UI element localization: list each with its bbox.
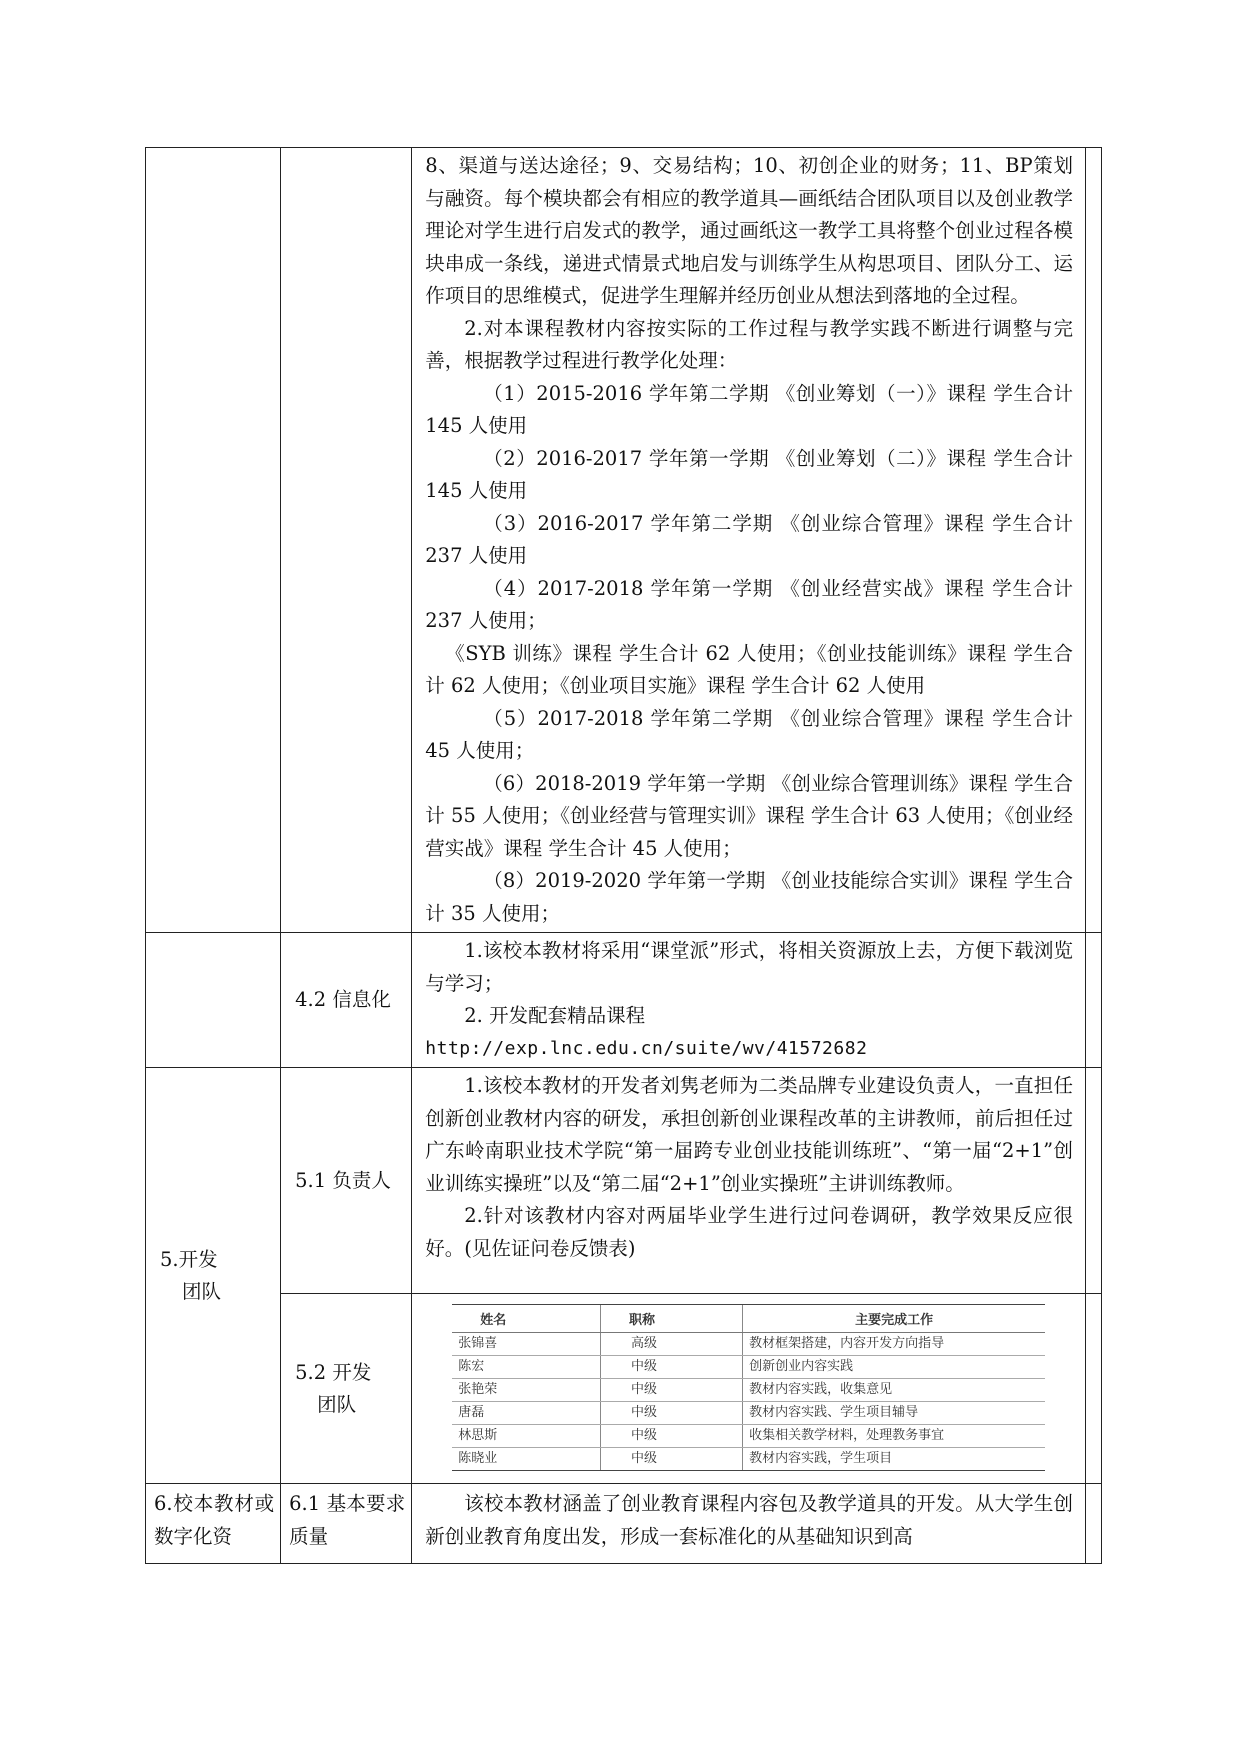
member-work: 创新创业内容实践 [743, 1356, 1045, 1379]
team-row [452, 1379, 1045, 1402]
member-title: 中级 [600, 1379, 742, 1402]
header-title: 职称 [600, 1305, 742, 1333]
member-name: 陈晓业 [452, 1448, 600, 1471]
content-cell [412, 933, 1086, 1068]
usage-item-2: （2）2016-2017 学年第一学期 《创业筹划（二）》课程 学生合计 145 人使用 [425, 446, 1073, 502]
member-name: 林思斯 [452, 1425, 600, 1448]
subcategory-label-5-1: 5.1 负责人 [295, 1168, 391, 1192]
content-cell [412, 1068, 1086, 1294]
edge-cell [1085, 1484, 1101, 1564]
application-form-table [145, 147, 1102, 1564]
team-table-image [412, 1294, 1085, 1483]
edge-cell [1085, 933, 1101, 1068]
category-cell-empty [146, 933, 281, 1068]
usage-item-4: （4）2017-2018 学年第一学期 《创业经营实战》课程 学生合计 237 人使用； [425, 576, 1073, 632]
team-row [452, 1425, 1045, 1448]
subcategory-label-4-2: 4.2 信息化 [295, 988, 391, 1011]
category-cell-6 [146, 1484, 281, 1564]
subcategory-cell [281, 1484, 412, 1564]
team-row [452, 1402, 1045, 1425]
member-title: 高级 [600, 1333, 742, 1356]
header-work: 主要完成工作 [743, 1305, 1045, 1333]
team-members-table [452, 1304, 1045, 1471]
leader-paragraph-1: 1.该校本教材的开发者刘隽老师为二类品牌专业建设负责人，一直担任创新创业教材内容的研发，承担创新创业课程改革的主讲教师，前后担任过广东岭南职业技术学院“第一届跨专业创业技能训练班”、“第一届“2+1”创业训练实操班”以及“第二届“2+1”创业实操班”主讲训练教师。 [425, 1074, 1073, 1195]
member-work: 教材内容实践，收集意见 [743, 1379, 1045, 1402]
subcategory-cell [281, 1068, 412, 1294]
member-name: 唐磊 [452, 1402, 600, 1425]
subcategory-cell [281, 933, 412, 1068]
member-title: 中级 [600, 1402, 742, 1425]
member-name: 张锦喜 [452, 1333, 600, 1356]
member-work: 教材内容实践、学生项目辅导 [743, 1402, 1045, 1425]
subcategory-label-5-2-line2: 团队 [317, 1392, 357, 1416]
row-quality [146, 1484, 1102, 1564]
team-row [452, 1356, 1045, 1379]
member-work: 教材框架搭建，内容开发方向指导 [743, 1333, 1045, 1356]
category-label-6: 6.校本教材或数字化资 [154, 1492, 275, 1548]
edge-cell [1085, 1294, 1101, 1484]
team-row [452, 1333, 1045, 1356]
row-team-leader [146, 1068, 1102, 1294]
usage-item-5: （5）2017-2018 学年第二学期 《创业综合管理》课程 学生合计 45 人使用； [425, 706, 1073, 762]
info-item-1: 1.该校本教材将采用“课堂派”形式，将相关资源放上去，方便下载浏览与学习； [425, 939, 1073, 995]
member-title: 中级 [600, 1356, 742, 1379]
member-title: 中级 [600, 1448, 742, 1471]
category-cell-empty [146, 148, 281, 933]
member-work: 教材内容实践，学生项目 [743, 1448, 1045, 1471]
edge-cell [1085, 1068, 1101, 1294]
edge-cell [1085, 148, 1101, 933]
paragraph-modules: 8、渠道与送达途径；9、交易结构；10、初创企业的财务；11、BP策划与融资。每个模块都会有相应的教学道具—画纸结合团队项目以及创业教学理论对学生进行启发式的教学，通过画纸这一教学工具将整个创业过程各模块串成一条线，递进式情景式地启发与训练学生从构思项目、团队分工、运作项目的思维模式，促进学生理解并经历创业从想法到落地的全过程。 [425, 154, 1073, 307]
subcategory-label-6-1: 6.1 基本要求质量 [289, 1492, 406, 1548]
usage-item-4b: 《SYB 训练》课程 学生合计 62 人使用；《创业技能训练》课程 学生合计 62 人使用；《创业项目实施》课程 学生合计 62 人使用 [425, 641, 1073, 697]
usage-item-1: （1）2015-2016 学年第二学期 《创业筹划（一）》课程 学生合计 145 人使用 [425, 381, 1073, 437]
content-cell [412, 1294, 1086, 1484]
leader-paragraph-2: 2.针对该教材内容对两届毕业学生进行过问卷调研，教学效果反应很好。(见佐证问卷反馈表) [425, 1204, 1073, 1260]
usage-item-3: （3）2016-2017 学年第二学期 《创业综合管理》课程 学生合计 237 人使用 [425, 511, 1073, 567]
member-name: 张艳荣 [452, 1379, 600, 1402]
content-cell [412, 1484, 1086, 1564]
team-header-row [452, 1305, 1045, 1333]
member-work: 收集相关教学材料，处理教务事宜 [743, 1425, 1045, 1448]
usage-item-6: （6）2018-2019 学年第一学期 《创业综合管理训练》课程 学生合计 55 人使用；《创业经营与管理实训》课程 学生合计 63 人使用；《创业经营实战》课程 学生合计 45 人使用； [425, 771, 1073, 860]
row-course-content-continued [146, 148, 1102, 933]
course-url-link[interactable]: http://exp.lnc.edu.cn/suite/wv/41572682 [425, 1037, 868, 1059]
subcategory-cell [281, 1294, 412, 1484]
member-title: 中级 [600, 1425, 742, 1448]
category-label-line1: 5.开发 [160, 1247, 218, 1271]
subcategory-label-5-2-line1: 5.2 开发 [295, 1360, 372, 1384]
paragraph-adjustment: 2.对本课程教材内容按实际的工作过程与教学实践不断进行调整与完善，根据教学过程进行教学化处理： [425, 316, 1073, 372]
row-dev-team [146, 1294, 1102, 1484]
member-name: 陈宏 [452, 1356, 600, 1379]
info-item-2: 2. 开发配套精品课程 [464, 1004, 646, 1027]
quality-paragraph: 该校本教材涵盖了创业教育课程内容包及教学道具的开发。从大学生创新创业教育角度出发，形成一套标准化的从基础知识到高 [425, 1492, 1073, 1548]
category-label-line2: 团队 [182, 1279, 222, 1303]
usage-item-8: （8）2019-2020 学年第一学期 《创业技能综合实训》课程 学生合计 35 人使用； [425, 869, 1073, 925]
header-name: 姓名 [452, 1305, 600, 1333]
content-cell [412, 148, 1086, 933]
row-informatization [146, 933, 1102, 1068]
subcategory-cell-empty [281, 148, 412, 933]
team-row [452, 1448, 1045, 1471]
category-cell-team [146, 1068, 281, 1484]
